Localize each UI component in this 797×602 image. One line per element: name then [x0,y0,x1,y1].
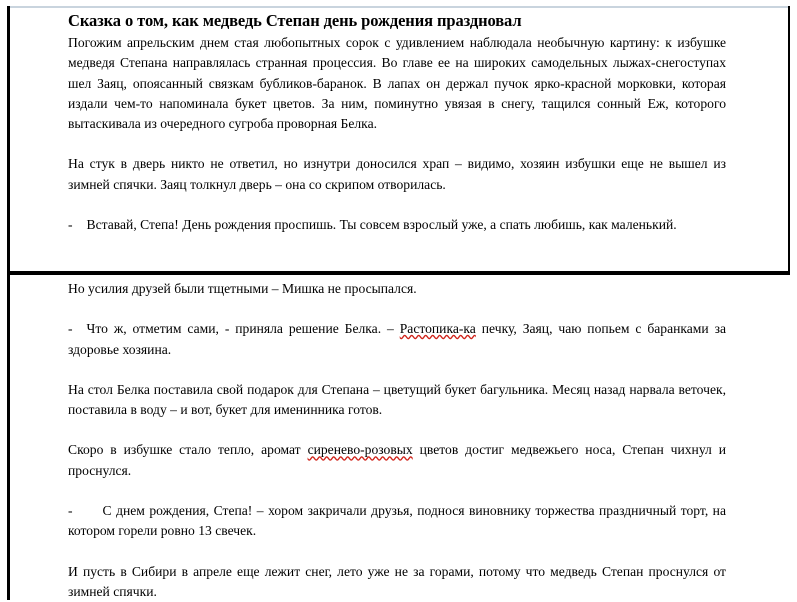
section-left-border [7,6,10,600]
dialogue-text-after: печку, Заяц, чаю попьем с баранками за здоровье хозяина. [68,321,726,357]
page-break-divider [7,271,790,275]
paragraph-aroma-awakening [68,440,726,481]
dialogue-happy-birthday [68,501,726,542]
dialogue-wake-up [68,215,726,235]
paragraph-text-before: Скоро в избушке стало тепло, аромат [68,442,308,458]
paragraph-intro: Погожим апрельским днем стая любопытных сорок с удивлением наблюдала необычную картину: к избушке медведя Степана направлялась странная процессия. Во главе ее на широких самодельных лыжах-снегоступах шел Заяц, опоясанный связкам бубликов-баранок. В лапах он держал пучок ярко-красной морковки, которая издали чем-то напоминала букет цветов. За ним, поминутно увязая в снегу, тащился сонный Еж, которого вытаскивала из очередного сугроба проворная Белка. [68,35,726,132]
dialogue-dash: - [68,217,73,233]
dialogue-text-before: Что ж, отметим сами, - приняла решение Белка. – [86,321,400,337]
paragraph-bouquet-gift: На стол Белка поставила свой подарок для Степана – цветущий букет багульника. Месяц назад нарвала веточек, поставила в воду – и вот, букет для именинника готов. [68,381,726,418]
dialogue-dash: - [68,321,73,337]
section-right-border [788,6,790,274]
dialogue-lets-celebrate [68,319,726,360]
document-section-one [68,10,726,235]
dialogue-text: С днем рождения, Степа! – хором закричали друзья, поднося виновнику торжества праздничный торт, на котором горели ровно 13 свечек. [68,503,726,539]
spellcheck-misspelled-word[interactable]: Растопика-ка [399,321,476,337]
dialogue-text: Вставай, Степа! День рождения проспишь. Ты совсем взрослый уже, а спать любишь, как маленький. [86,217,677,233]
paragraph-closing: И пусть в Сибири в апреле еще лежит снег, лето уже не за горами, потому что медведь Степан проснулся от зимней спячки. [68,563,726,599]
document-section-two [68,279,726,602]
section-top-border [7,6,790,8]
document-title: Сказка о том, как медведь Степан день рождения праздновал [68,11,522,30]
paragraph-door-knock: На стук в дверь никто не ответил, но изнутри доносился храп – видимо, хозяин избушки еще не вышел из зимней спячки. Заяц толкнул дверь – она со скрипом отворилась. [68,156,726,192]
spellcheck-misspelled-word[interactable]: сиренево-розовых [307,442,413,458]
paragraph-text-after: цветов достиг медвежьего носа, Степан чихнул и проснулся. [68,442,727,478]
paragraph-efforts-futile: Но усилия друзей были тщетными – Мишка не просыпался. [68,281,417,296]
dialogue-dash: - [68,503,73,519]
